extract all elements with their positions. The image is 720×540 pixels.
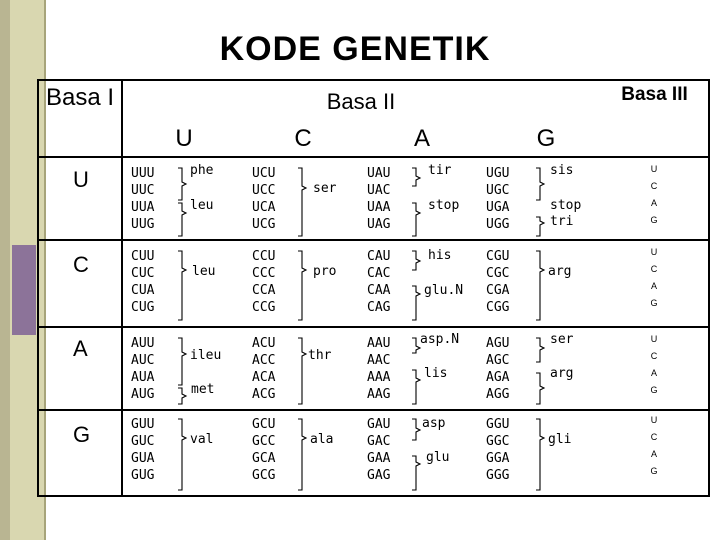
- codon: UCC: [252, 183, 276, 198]
- basa3-letter: C: [650, 264, 658, 274]
- basa3-letter: G: [650, 466, 658, 476]
- codon: GAA: [367, 451, 391, 466]
- codon: GUC: [131, 434, 155, 449]
- row-header-u: U: [73, 167, 89, 192]
- row-divider: [39, 239, 708, 241]
- codon: AUC: [131, 353, 155, 368]
- basa3-letter: C: [650, 432, 658, 442]
- codon: UCU: [252, 166, 276, 181]
- basa3-letter: A: [650, 449, 657, 459]
- amino-acid-label: pro: [313, 264, 337, 279]
- amino-acid-label: leu: [190, 198, 214, 213]
- amino-acid-label: sis: [550, 163, 574, 178]
- codon: CAC: [367, 266, 391, 281]
- codon: UCG: [252, 217, 276, 232]
- codon: ACC: [252, 353, 276, 368]
- codon: GGG: [486, 468, 510, 483]
- amino-acid-label: glu: [426, 450, 450, 465]
- codon: CGC: [486, 266, 510, 281]
- codon: UAA: [367, 200, 391, 215]
- codon: AAC: [367, 353, 391, 368]
- codon: CCU: [252, 249, 276, 264]
- amino-acid-label: leu: [192, 264, 216, 279]
- codon: CUA: [131, 283, 155, 298]
- codon: UUG: [131, 217, 155, 232]
- amino-acid-label: lis: [424, 366, 448, 381]
- amino-acid-label: val: [190, 432, 214, 447]
- codon: CAA: [367, 283, 391, 298]
- column-header-g: G: [536, 125, 556, 152]
- codon: GUA: [131, 451, 155, 466]
- codon: GGC: [486, 434, 510, 449]
- codon: UAC: [367, 183, 391, 198]
- basa3-letter: C: [650, 181, 658, 191]
- column-header-c: C: [294, 125, 312, 152]
- basa3-letter: G: [650, 385, 658, 395]
- codon: CAG: [367, 300, 391, 315]
- codon: CCA: [252, 283, 276, 298]
- basa3-letter: U: [650, 247, 658, 257]
- codon: CUU: [131, 249, 155, 264]
- row-header-a: A: [73, 336, 88, 361]
- codon: UGA: [486, 200, 510, 215]
- codon: UAG: [367, 217, 391, 232]
- codon: CGA: [486, 283, 510, 298]
- amino-acid-label: ser: [550, 332, 574, 347]
- column-header-a: A: [413, 125, 430, 152]
- codon: UGC: [486, 183, 510, 198]
- codon: GCC: [252, 434, 276, 449]
- codon: CAU: [367, 249, 391, 264]
- codon: UCA: [252, 200, 276, 215]
- page-title: KODE GENETIK: [219, 30, 491, 68]
- basa3-letter: A: [650, 198, 657, 208]
- amino-acid-label: arg: [550, 366, 574, 381]
- codon: GAC: [367, 434, 391, 449]
- amino-acid-label: gli: [548, 432, 572, 447]
- basa3-letter: G: [650, 215, 658, 225]
- codon: GCA: [252, 451, 276, 466]
- codon: UUU: [131, 166, 155, 181]
- codon: GGU: [486, 417, 510, 432]
- codon: ACG: [252, 387, 276, 402]
- codon: ACA: [252, 370, 276, 385]
- codon: GGA: [486, 451, 510, 466]
- basa3-letter: A: [650, 368, 657, 378]
- sidebar-accent-bar: [12, 245, 36, 335]
- codon: AUU: [131, 336, 155, 351]
- sidebar-stripe: [0, 0, 10, 540]
- basa3-letter: G: [650, 298, 658, 308]
- codon: AAU: [367, 336, 391, 351]
- codon: CUC: [131, 266, 155, 281]
- codon: GUG: [131, 468, 155, 483]
- amino-acid-label: tri: [550, 214, 574, 229]
- codon: UUC: [131, 183, 155, 198]
- amino-acid-label: thr: [308, 348, 332, 363]
- codon: AGG: [486, 387, 510, 402]
- codon: CCG: [252, 300, 276, 315]
- amino-acid-label: phe: [190, 163, 214, 178]
- codon: AGA: [486, 370, 510, 385]
- row-divider: [39, 409, 708, 411]
- basa2-header: Basa II: [326, 89, 396, 114]
- amino-acid-label: met: [191, 382, 215, 397]
- codon: CGG: [486, 300, 510, 315]
- amino-acid-label: stop: [428, 198, 460, 213]
- amino-acid-label: arg: [548, 264, 572, 279]
- basa3-header: Basa III: [621, 84, 688, 105]
- amino-acid-label: asp.N: [420, 332, 460, 347]
- codon: AUG: [131, 387, 155, 402]
- amino-acid-label: glu.N: [424, 283, 464, 298]
- codon: AGU: [486, 336, 510, 351]
- codon: AGC: [486, 353, 510, 368]
- codon: UAU: [367, 166, 391, 181]
- column-header-u: U: [175, 125, 193, 152]
- amino-acid-label: asp: [422, 416, 446, 431]
- codon: AAG: [367, 387, 391, 402]
- codon: GCG: [252, 468, 276, 483]
- codon: UGG: [486, 217, 510, 232]
- codon: AUA: [131, 370, 155, 385]
- basa3-letter: U: [650, 415, 658, 425]
- amino-acid-label: ileu: [190, 348, 222, 363]
- row-divider: [39, 156, 708, 158]
- row-header-g: G: [73, 422, 91, 447]
- codon: ACU: [252, 336, 276, 351]
- amino-acid-label: ser: [313, 181, 337, 196]
- row-header-c: C: [73, 252, 89, 277]
- basa3-letter: U: [650, 164, 658, 174]
- codon: CGU: [486, 249, 510, 264]
- basa3-letter: A: [650, 281, 657, 291]
- amino-acid-label: stop: [550, 198, 582, 213]
- codon: UUA: [131, 200, 155, 215]
- basa1-header: Basa I: [45, 84, 115, 111]
- column-divider: [121, 81, 123, 495]
- codon: GUU: [131, 417, 155, 432]
- codon: UGU: [486, 166, 510, 181]
- basa3-letter: C: [650, 351, 658, 361]
- basa3-letter: U: [650, 334, 658, 344]
- row-divider: [39, 326, 708, 328]
- codon: CUG: [131, 300, 155, 315]
- amino-acid-label: tir: [428, 163, 452, 178]
- codon: GAU: [367, 417, 391, 432]
- codon: AAA: [367, 370, 391, 385]
- amino-acid-label: his: [428, 248, 452, 263]
- amino-acid-label: ala: [310, 432, 334, 447]
- codon: GCU: [252, 417, 276, 432]
- codon: GAG: [367, 468, 391, 483]
- codon: CCC: [252, 266, 276, 281]
